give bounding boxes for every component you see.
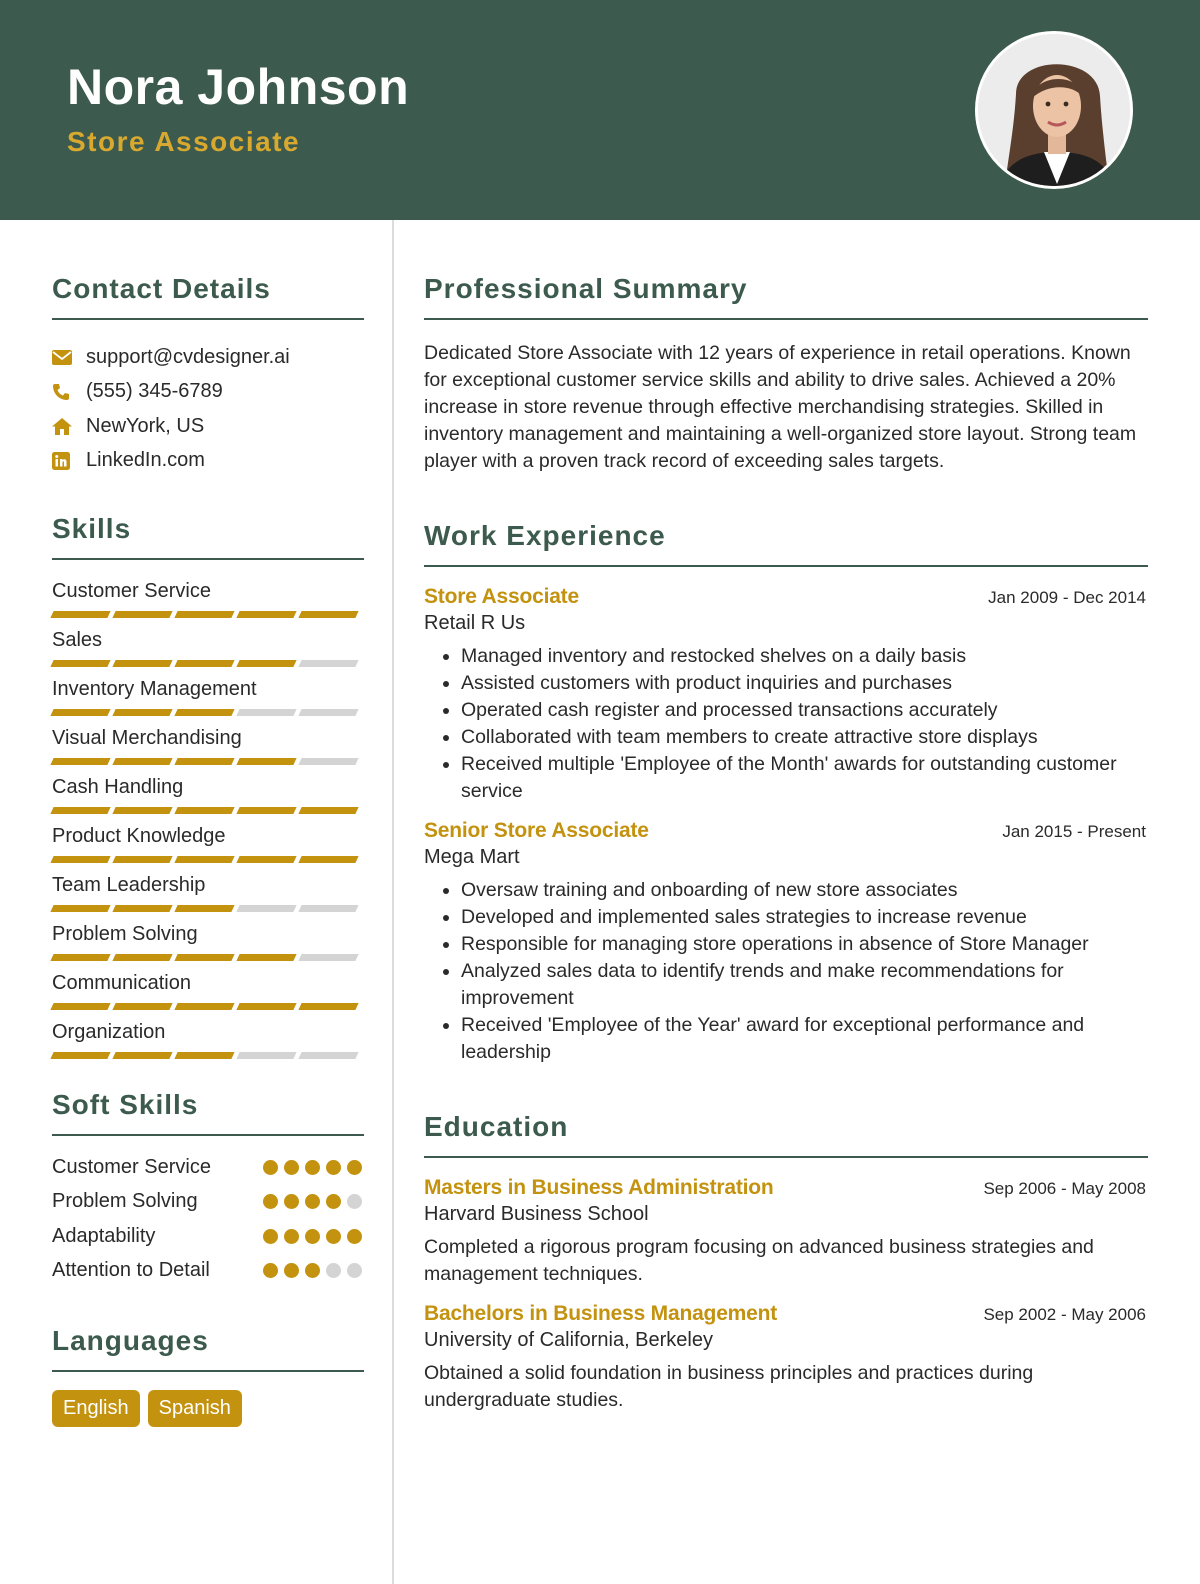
skill-level-segment xyxy=(236,1052,296,1059)
soft-skill-rating xyxy=(263,1263,362,1278)
skill-item xyxy=(52,1019,364,1060)
skill-level-segment xyxy=(236,709,296,716)
contact-email[interactable] xyxy=(52,340,364,375)
candidate-name: Nora Johnson xyxy=(67,59,410,115)
soft-skill-item xyxy=(52,1219,364,1254)
skill-level-segment xyxy=(298,905,358,912)
home-icon xyxy=(52,418,86,435)
skill-level-segment xyxy=(236,611,296,618)
job-bullet: • Received multiple 'Employee of the Month' awards for outstanding customer service xyxy=(461,751,1148,805)
school-name: Harvard Business School xyxy=(424,1203,649,1225)
rating-dot xyxy=(347,1263,362,1278)
contact-list xyxy=(52,340,364,478)
experience-rule xyxy=(424,565,1148,567)
skill-level-segment xyxy=(174,611,234,618)
soft-skill-item xyxy=(52,1150,364,1185)
skill-level-bar xyxy=(52,1003,364,1011)
contact-location-text: NewYork, US xyxy=(86,414,205,437)
skills-rule xyxy=(52,558,364,560)
rating-dot xyxy=(263,1194,278,1209)
soft-skill-rating xyxy=(263,1160,362,1175)
job-company: Retail R Us xyxy=(424,612,526,634)
summary-text: Dedicated Store Associate with 12 years of experience in retail operations. Known for exceptional customer service skills and ability to drive sales. Achieved a 20% increase in store revenue through effective merchandising strategies. Skilled in inventory management and maintaining a well-organized store layout. Strong team player with a proven track record of exceeding sales targets. xyxy=(424,342,1137,472)
contact-section xyxy=(52,266,364,478)
skills-heading: Skills xyxy=(52,513,132,544)
job-entry xyxy=(424,585,1148,805)
soft-skill-name: Attention to Detail xyxy=(52,1259,210,1282)
job-title: Store Associate xyxy=(424,585,579,608)
job-title: Senior Store Associate xyxy=(424,819,649,842)
skill-item xyxy=(52,921,364,962)
contact-email-text: support@cvdesigner.ai xyxy=(86,345,290,368)
skill-level-segment xyxy=(112,611,172,618)
rating-dot xyxy=(284,1194,299,1209)
soft-skill-item xyxy=(52,1185,364,1220)
skill-level-segment xyxy=(50,856,110,863)
skill-level-segment xyxy=(50,905,110,912)
skill-level-segment xyxy=(298,1052,358,1059)
skill-level-segment xyxy=(298,758,358,765)
skill-level-segment xyxy=(174,709,234,716)
contact-rule xyxy=(52,318,364,320)
rating-dot xyxy=(326,1263,341,1278)
skill-level-segment xyxy=(236,905,296,912)
skill-name: Communication xyxy=(52,972,191,994)
rating-dot xyxy=(263,1229,278,1244)
job-bullets xyxy=(424,643,1148,805)
contact-location xyxy=(52,409,364,444)
skill-level-segment xyxy=(298,660,358,667)
job-header xyxy=(424,585,1148,609)
job-bullets xyxy=(424,877,1148,1066)
job-bullet: • Oversaw training and onboarding of new store associates xyxy=(461,877,1148,904)
summary-heading: Professional Summary xyxy=(424,273,748,304)
job-bullet: • Assisted customers with product inquiries and purchases xyxy=(461,670,1148,697)
education-heading: Education xyxy=(424,1111,569,1142)
rating-dot xyxy=(284,1160,299,1175)
job-bullet: • Received 'Employee of the Year' award for exceptional performance and leadership xyxy=(461,1012,1148,1066)
skill-level-segment xyxy=(174,905,234,912)
experience-heading: Work Experience xyxy=(424,520,666,551)
rating-dot xyxy=(305,1229,320,1244)
skill-level-segment xyxy=(174,1003,234,1010)
skill-level-segment xyxy=(112,954,172,961)
skill-level-segment xyxy=(50,758,110,765)
left-column xyxy=(52,220,364,1427)
education-entry xyxy=(424,1176,1148,1288)
job-bullet: • Developed and implemented sales strategies to increase revenue xyxy=(461,904,1148,931)
skill-item xyxy=(52,676,364,717)
column-divider xyxy=(392,220,394,1584)
education-rule xyxy=(424,1156,1148,1158)
contact-heading: Contact Details xyxy=(52,273,271,304)
job-bullet: • Managed inventory and restocked shelves on a daily basis xyxy=(461,643,1148,670)
skill-name: Team Leadership xyxy=(52,874,206,896)
contact-linkedin[interactable] xyxy=(52,444,364,479)
skill-level-bar xyxy=(52,758,364,766)
skill-level-segment xyxy=(50,1052,110,1059)
job-date: Jan 2009 - Dec 2014 xyxy=(988,588,1146,607)
degree-title: Masters in Business Administration xyxy=(424,1176,774,1199)
envelope-icon xyxy=(52,350,86,365)
skill-level-bar xyxy=(52,954,364,962)
education-date: Sep 2006 - May 2008 xyxy=(983,1179,1146,1198)
skill-name: Problem Solving xyxy=(52,923,198,945)
skill-level-segment xyxy=(50,954,110,961)
skill-level-segment xyxy=(236,660,296,667)
education-header xyxy=(424,1302,1148,1326)
skill-level-segment xyxy=(112,1052,172,1059)
skill-name: Customer Service xyxy=(52,580,211,602)
job-bullet: • Collaborated with team members to create attractive store displays xyxy=(461,724,1148,751)
language-badge: English xyxy=(52,1390,140,1427)
education-date: Sep 2002 - May 2006 xyxy=(983,1305,1146,1324)
skills-list xyxy=(52,578,364,1060)
skill-item xyxy=(52,627,364,668)
skill-level-segment xyxy=(50,1003,110,1010)
contact-phone-text: (555) 345-6789 xyxy=(86,380,223,403)
right-column xyxy=(424,220,1148,1414)
skill-level-segment xyxy=(112,856,172,863)
phone-icon xyxy=(52,383,86,401)
experience-section xyxy=(424,513,1148,1066)
education-description: Completed a rigorous program focusing on advanced business strategies and management techniques. xyxy=(424,1236,1094,1285)
job-bullet: • Responsible for managing store operations in absence of Store Manager xyxy=(461,931,1148,958)
summary-section xyxy=(424,266,1148,475)
skill-level-segment xyxy=(112,905,172,912)
skill-level-bar xyxy=(52,1052,364,1060)
skill-level-bar xyxy=(52,905,364,913)
skill-item xyxy=(52,774,364,815)
job-company: Mega Mart xyxy=(424,846,520,868)
skills-section xyxy=(52,506,364,1060)
soft-skill-name: Adaptability xyxy=(52,1224,156,1247)
skill-level-segment xyxy=(174,807,234,814)
skill-level-segment xyxy=(236,807,296,814)
skill-level-segment xyxy=(174,1052,234,1059)
skill-level-segment xyxy=(112,709,172,716)
skill-level-bar xyxy=(52,709,364,717)
skill-level-segment xyxy=(112,660,172,667)
soft-skill-name: Customer Service xyxy=(52,1155,211,1178)
skill-item xyxy=(52,872,364,913)
skill-level-segment xyxy=(50,611,110,618)
education-entry xyxy=(424,1302,1148,1414)
language-badge: Spanish xyxy=(148,1390,242,1427)
skill-level-segment xyxy=(236,856,296,863)
skill-item xyxy=(52,970,364,1011)
portrait-photo-icon xyxy=(978,34,1133,189)
skill-level-segment xyxy=(50,807,110,814)
skill-level-segment xyxy=(112,758,172,765)
job-date: Jan 2015 - Present xyxy=(1002,822,1146,841)
education-header xyxy=(424,1176,1148,1200)
rating-dot xyxy=(284,1229,299,1244)
skill-level-segment xyxy=(236,758,296,765)
skill-level-bar xyxy=(52,611,364,619)
skill-name: Product Knowledge xyxy=(52,825,226,847)
soft-skills-heading: Soft Skills xyxy=(52,1089,199,1120)
skill-name: Inventory Management xyxy=(52,678,257,700)
rating-dot xyxy=(305,1194,320,1209)
rating-dot xyxy=(263,1160,278,1175)
candidate-title: Store Associate xyxy=(67,126,301,157)
rating-dot xyxy=(326,1194,341,1209)
soft-skill-rating xyxy=(263,1229,362,1244)
languages-heading: Languages xyxy=(52,1325,209,1356)
rating-dot xyxy=(347,1194,362,1209)
header-banner xyxy=(0,0,1200,220)
rating-dot xyxy=(326,1160,341,1175)
rating-dot xyxy=(347,1160,362,1175)
skill-item xyxy=(52,578,364,619)
skill-level-segment xyxy=(112,1003,172,1010)
education-section xyxy=(424,1104,1148,1414)
job-bullet: • Analyzed sales data to identify trends and make recommendations for improvement xyxy=(461,958,1148,1012)
contact-linkedin-text: LinkedIn.com xyxy=(86,449,205,472)
skill-level-bar xyxy=(52,856,364,864)
skill-item xyxy=(52,823,364,864)
rating-dot xyxy=(305,1263,320,1278)
job-bullet: • Operated cash register and processed transactions accurately xyxy=(461,697,1148,724)
contact-phone[interactable] xyxy=(52,375,364,410)
skill-level-segment xyxy=(50,660,110,667)
skill-level-segment xyxy=(50,709,110,716)
job-header xyxy=(424,819,1148,843)
skill-level-segment xyxy=(112,807,172,814)
rating-dot xyxy=(284,1263,299,1278)
job-entry xyxy=(424,819,1148,1066)
skill-name: Organization xyxy=(52,1021,166,1043)
summary-rule xyxy=(424,318,1148,320)
school-name: University of California, Berkeley xyxy=(424,1329,713,1351)
skill-level-segment xyxy=(298,807,358,814)
languages-rule xyxy=(52,1370,364,1372)
degree-title: Bachelors in Business Management xyxy=(424,1302,778,1325)
skill-level-segment xyxy=(174,660,234,667)
linkedin-icon xyxy=(52,452,86,470)
rating-dot xyxy=(263,1263,278,1278)
skill-level-segment xyxy=(298,709,358,716)
soft-skills-section xyxy=(52,1082,364,1288)
soft-skills-list xyxy=(52,1150,364,1288)
rating-dot xyxy=(347,1229,362,1244)
skill-level-segment xyxy=(174,856,234,863)
skill-name: Visual Merchandising xyxy=(52,727,242,749)
skill-level-bar xyxy=(52,660,364,668)
soft-skill-name: Problem Solving xyxy=(52,1190,198,1213)
skill-name: Cash Handling xyxy=(52,776,184,798)
soft-skills-rule xyxy=(52,1134,364,1136)
skill-level-segment xyxy=(298,611,358,618)
skill-level-segment xyxy=(174,758,234,765)
soft-skill-rating xyxy=(263,1194,362,1209)
languages-list xyxy=(52,1390,364,1427)
skill-level-segment xyxy=(174,954,234,961)
skill-name: Sales xyxy=(52,629,103,651)
rating-dot xyxy=(326,1229,341,1244)
soft-skill-item xyxy=(52,1254,364,1289)
education-description: Obtained a solid foundation in business principles and practices during undergraduate studies. xyxy=(424,1362,1034,1411)
skill-level-segment xyxy=(236,1003,296,1010)
skill-level-segment xyxy=(236,954,296,961)
skill-level-bar xyxy=(52,807,364,815)
skill-level-segment xyxy=(298,954,358,961)
rating-dot xyxy=(305,1160,320,1175)
skill-level-segment xyxy=(298,1003,358,1010)
profile-photo xyxy=(975,31,1133,189)
languages-section xyxy=(52,1318,364,1427)
skill-item xyxy=(52,725,364,766)
skill-level-segment xyxy=(298,856,358,863)
